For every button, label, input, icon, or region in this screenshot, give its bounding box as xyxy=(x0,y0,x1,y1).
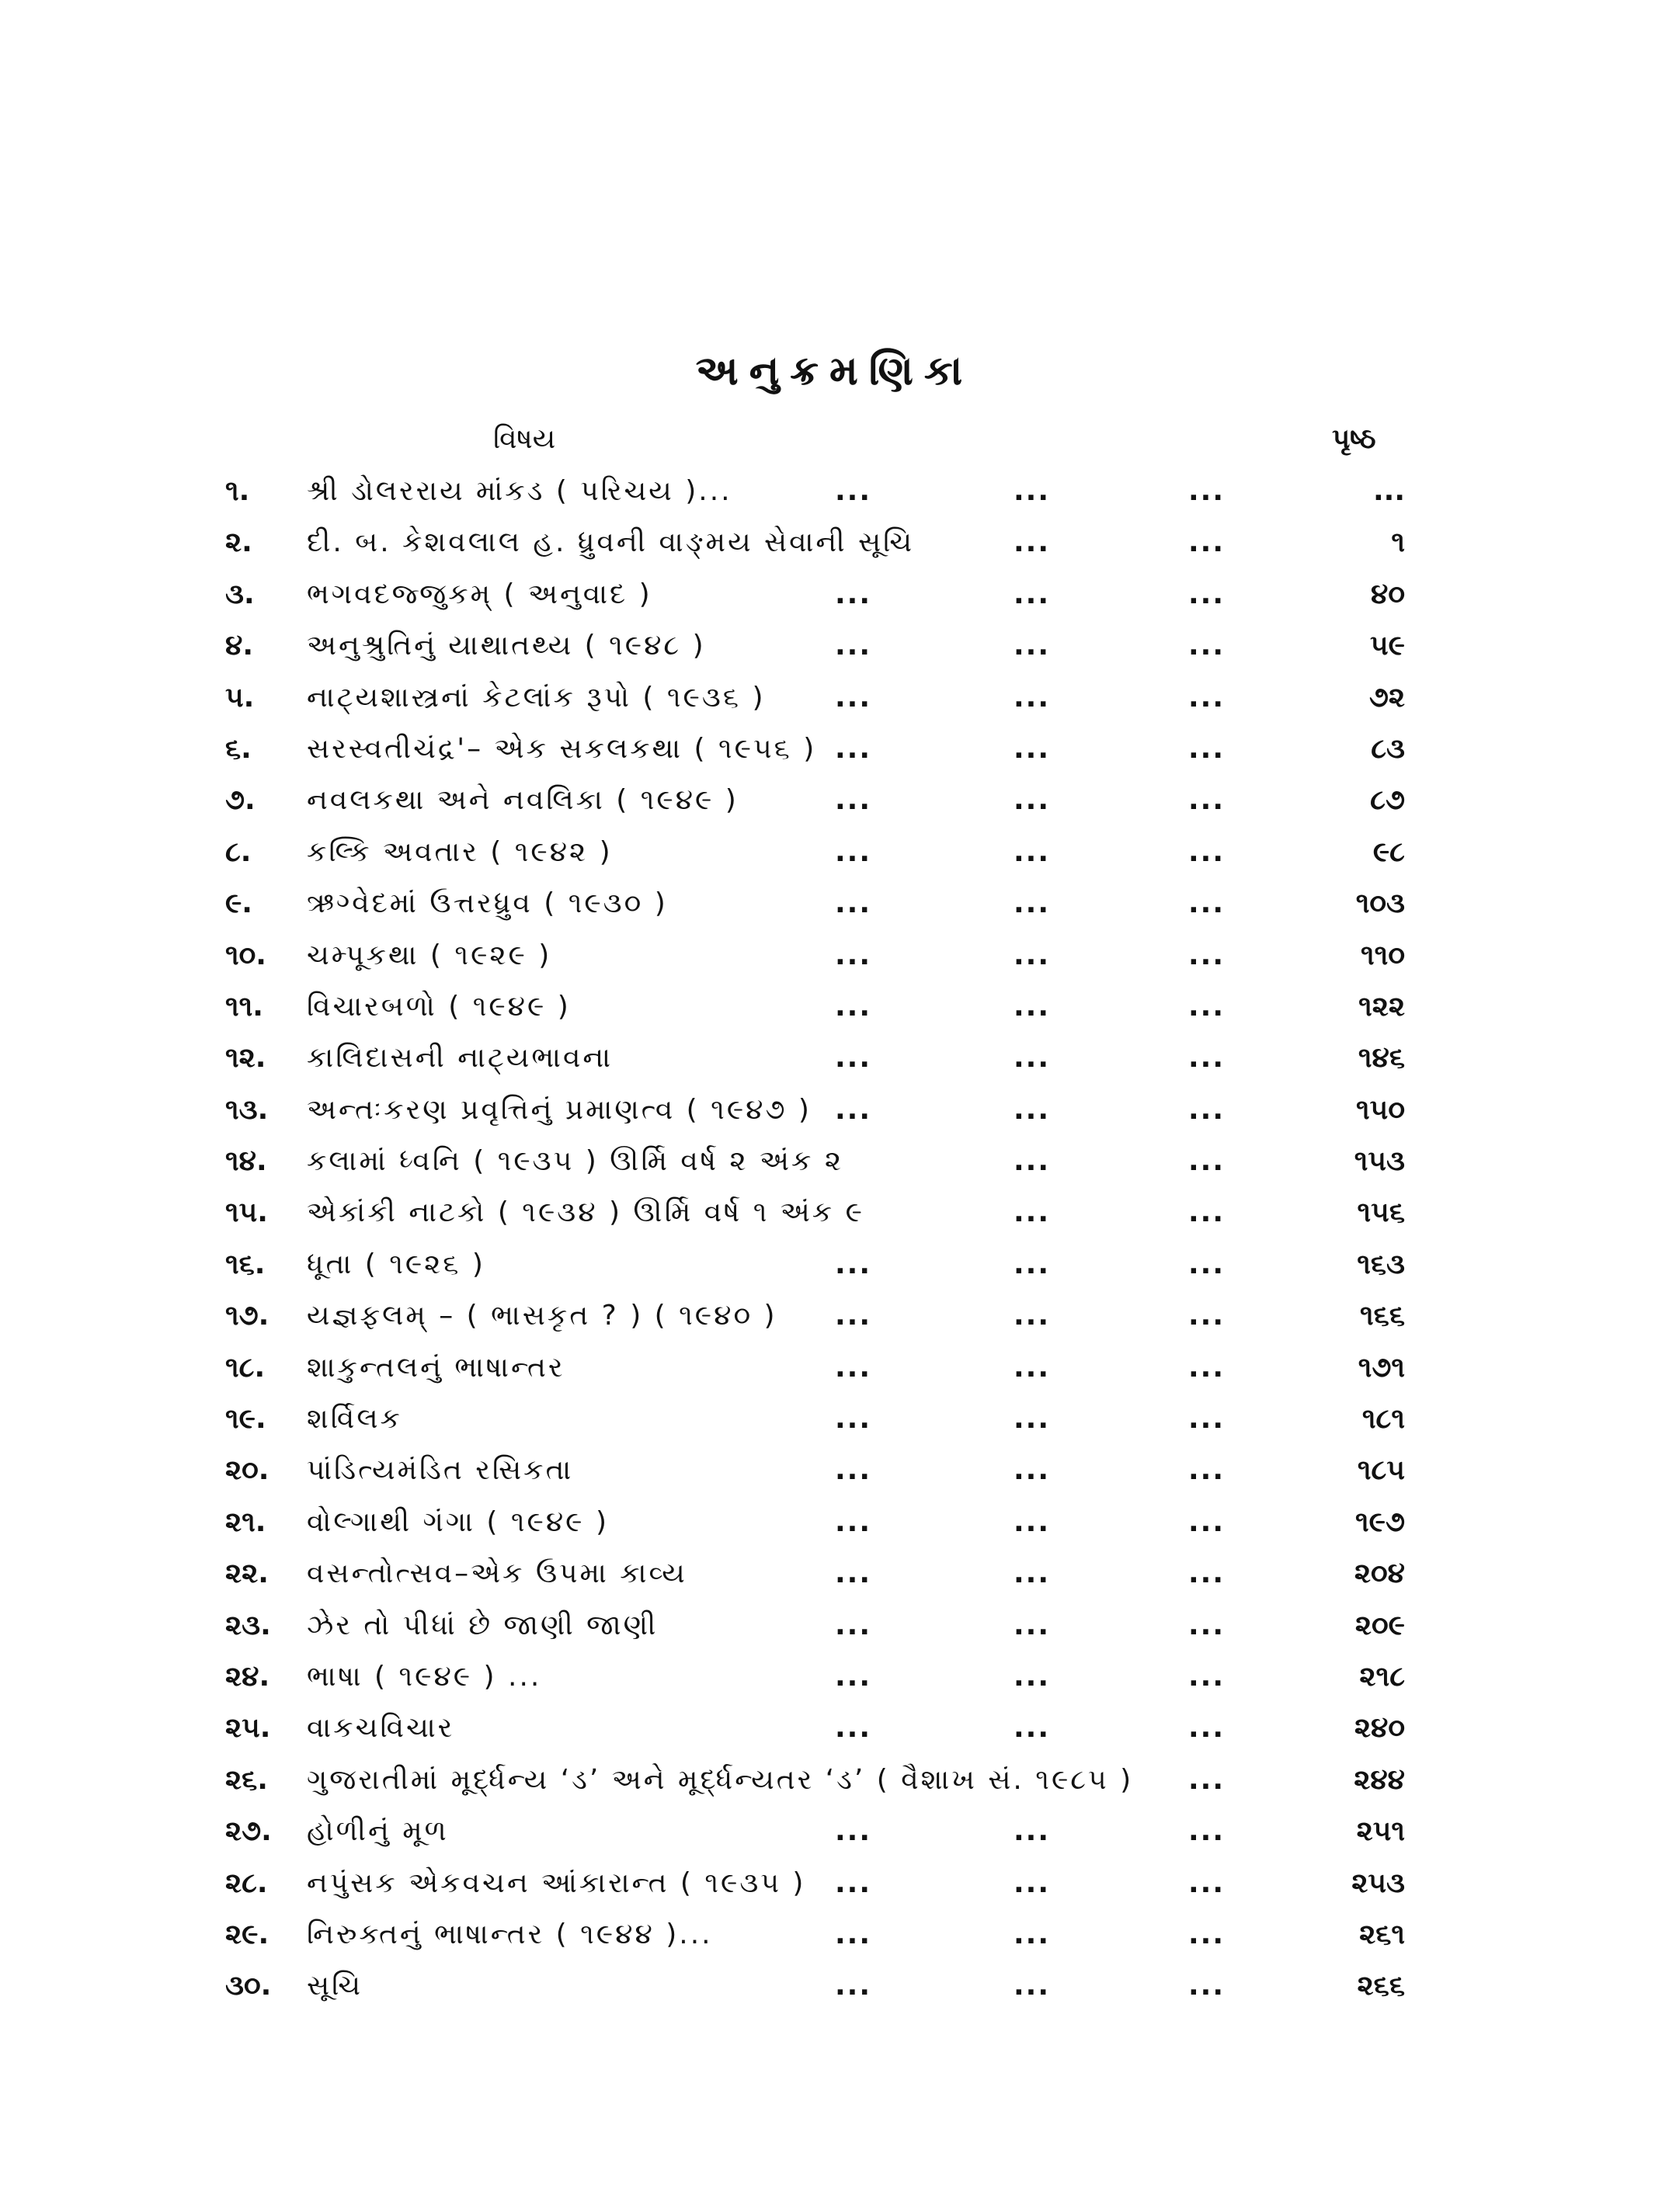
leader-dots: ... xyxy=(835,1093,872,1126)
leader-dots: ... xyxy=(1188,1042,1226,1075)
entry-number: ૨૧. xyxy=(225,1505,266,1538)
leader-dots: ... xyxy=(1188,1505,1226,1538)
entry-title: નાટ્યશાસ્ત્રનાં કેટલાંક રૂપો ( ૧૯૩૬ ) xyxy=(307,681,766,714)
leader-dots: ... xyxy=(1188,475,1226,507)
toc-entry xyxy=(0,1858,1669,1909)
entry-number: ૨૨. xyxy=(225,1557,269,1590)
leader-dots: ... xyxy=(835,990,872,1023)
entry-page-number: ૧૦૩ xyxy=(1355,887,1405,920)
leader-dots: ... xyxy=(1188,1300,1226,1332)
leader-dots: ... xyxy=(1014,784,1051,817)
leader-dots: ... xyxy=(1014,887,1051,920)
leader-dots: ... xyxy=(1014,578,1051,610)
leader-dots: ... xyxy=(1014,1300,1051,1332)
entry-page-number: ૫૯ xyxy=(1370,630,1405,662)
leader-dots: ... xyxy=(1014,526,1051,559)
leader-dots: ... xyxy=(835,1403,872,1436)
leader-dots: ... xyxy=(1188,1557,1226,1590)
toc-entry xyxy=(0,1960,1669,2012)
entry-number: ૬. xyxy=(225,732,252,765)
leader-dots: ... xyxy=(835,835,872,868)
leader-dots: ... xyxy=(1014,475,1051,507)
leader-dots: ... xyxy=(835,887,872,920)
toc-entry xyxy=(0,620,1669,672)
entry-number: ૧૭. xyxy=(225,1300,269,1332)
entry-page-number: ૧૮૫ xyxy=(1357,1454,1405,1487)
toc-entry xyxy=(0,1085,1669,1136)
toc-entry xyxy=(0,827,1669,878)
leader-dots: ... xyxy=(835,578,872,610)
toc-entry xyxy=(0,1909,1669,1960)
entry-page-number: ૨૪૦ xyxy=(1354,1712,1405,1745)
leader-dots: ... xyxy=(835,1866,872,1899)
entry-number: ૨૪. xyxy=(225,1660,270,1693)
leader-dots: ... xyxy=(1014,1660,1051,1693)
leader-dots: ... xyxy=(1014,1093,1051,1126)
toc-entry xyxy=(0,466,1669,517)
toc-entry xyxy=(0,1445,1669,1496)
leader-dots: ... xyxy=(835,1609,872,1641)
leader-dots: ... xyxy=(1188,887,1226,920)
toc-entry xyxy=(0,517,1669,568)
entry-page-number: ૨૫૧ xyxy=(1356,1815,1405,1848)
entry-page-number: ૨૦૯ xyxy=(1354,1609,1405,1641)
leader-dots: ... xyxy=(1014,1970,1051,2002)
leader-dots: ... xyxy=(1188,526,1226,559)
entry-number: ૧૩. xyxy=(225,1093,269,1126)
leader-dots: ... xyxy=(1014,1866,1051,1899)
leader-dots: ... xyxy=(1014,1505,1051,1538)
entry-number: ૧. xyxy=(225,475,250,507)
entry-title: સરસ્વતીચંદ્ર'– એક સકલકથા ( ૧૯૫૬ ) xyxy=(307,732,817,765)
entry-page-number: ૯૮ xyxy=(1372,835,1405,868)
toc-entry xyxy=(0,1187,1669,1238)
toc-entry xyxy=(0,1290,1669,1342)
entry-number: ૧૨. xyxy=(225,1042,266,1075)
toc-entry xyxy=(0,1806,1669,1857)
toc-entry xyxy=(0,1342,1669,1394)
leader-dots: ... xyxy=(835,1351,872,1384)
toc-entry xyxy=(0,1703,1669,1754)
leader-dots: ... xyxy=(1188,1351,1226,1384)
leader-dots: ... xyxy=(1014,1042,1051,1075)
entry-title: એકાંકી નાટકો ( ૧૯૩૪ ) ઊર્મિ વર્ષ ૧ અંક ૯ xyxy=(307,1196,864,1229)
entry-title: વોલ્ગાથી ગંગા ( ૧૯૪૯ ) xyxy=(307,1505,609,1538)
entry-number: ૨. xyxy=(225,526,252,559)
leader-dots: ... xyxy=(835,732,872,765)
leader-dots: ... xyxy=(1014,1403,1051,1436)
leader-dots: ... xyxy=(1014,1454,1051,1487)
entry-page-number: ૧૫૬ xyxy=(1357,1196,1405,1229)
entry-title: વાકચવિચાર xyxy=(307,1712,455,1745)
leader-dots: ... xyxy=(1014,1815,1051,1848)
leader-dots: ... xyxy=(835,939,872,971)
toc-entry xyxy=(0,981,1669,1033)
leader-dots: ... xyxy=(1188,1145,1226,1178)
entry-page-number: ૧૪૬ xyxy=(1358,1042,1405,1075)
entry-page-number: ૧૨૨ xyxy=(1358,990,1405,1023)
entry-number: ૧૯. xyxy=(225,1403,266,1436)
entry-title: યજ્ઞફલમ્ – ( ભાસકૃત ? ) ( ૧૯૪૦ ) xyxy=(307,1300,777,1332)
entry-page-number: ૧૬૬ xyxy=(1360,1300,1405,1332)
entry-title: અન્તઃકરણ પ્રવૃત્તિનું પ્રમાણત્વ ( ૧૯૪૭ ) xyxy=(307,1093,812,1126)
leader-dots: ... xyxy=(1188,835,1226,868)
leader-dots: ... xyxy=(1014,1196,1051,1229)
leader-dots: ... xyxy=(835,1042,872,1075)
entry-title: શાકુન્તલનું ભાષાન્તર xyxy=(307,1351,565,1384)
leader-dots: ... xyxy=(1188,1454,1226,1487)
leader-dots: ... xyxy=(1014,1609,1051,1641)
entry-number: ૪. xyxy=(225,630,253,662)
toc-entry xyxy=(0,672,1669,724)
toc-entry xyxy=(0,1755,1669,1806)
entry-page-number: ... xyxy=(1372,475,1405,507)
leader-dots: ... xyxy=(1188,990,1226,1023)
leader-dots: ... xyxy=(1014,1145,1051,1178)
leader-dots: ... xyxy=(1014,1248,1051,1280)
entry-number: ૭. xyxy=(225,784,256,817)
leader-dots: ... xyxy=(835,1557,872,1590)
entry-page-number: ૪૦ xyxy=(1371,578,1405,610)
entry-title: શર્વિલક xyxy=(307,1403,402,1436)
leader-dots: ... xyxy=(1188,1403,1226,1436)
entry-number: ૧૬. xyxy=(225,1248,266,1280)
leader-dots: ... xyxy=(1188,1970,1226,2002)
leader-dots: ... xyxy=(1188,1918,1226,1950)
entry-title: ઝેર તો પીધાં છે જાણી જાણી xyxy=(307,1609,659,1641)
leader-dots: ... xyxy=(1014,835,1051,868)
leader-dots: ... xyxy=(1188,681,1226,714)
entry-number: ૩. xyxy=(225,578,255,610)
entry-page-number: ૭૨ xyxy=(1368,681,1405,714)
entry-title: વિચારબળો ( ૧૯૪૯ ) xyxy=(307,990,571,1023)
entry-title: પાંડિત્યમંડિત રસિકતા xyxy=(307,1454,574,1487)
leader-dots: ... xyxy=(1014,732,1051,765)
entry-title: નિરુક્તનું ભાષાન્તર ( ૧૯૪૪ )... xyxy=(307,1918,713,1950)
leader-dots: ... xyxy=(835,1300,872,1332)
entry-title: નપુંસક એકવચન આંકારાન્ત ( ૧૯૩૫ ) xyxy=(307,1866,806,1899)
entry-title: દી. બ. કેશવલાલ હ. ધ્રુવની વાઙ્મય સેવાની સૂચિ xyxy=(307,526,915,559)
entry-page-number: ૧૯૭ xyxy=(1355,1505,1405,1538)
entry-page-number: ૧૮૧ xyxy=(1361,1403,1405,1436)
entry-page-number: ૮૭ xyxy=(1370,784,1405,817)
leader-dots: ... xyxy=(835,1660,872,1693)
leader-dots: ... xyxy=(1188,1093,1226,1126)
toc-entry xyxy=(0,1394,1669,1445)
leader-dots: ... xyxy=(835,784,872,817)
entry-number: ૧૪. xyxy=(225,1145,267,1178)
entry-page-number: ૨૫૩ xyxy=(1351,1866,1405,1899)
entry-title: સૂચિ xyxy=(307,1970,363,2002)
leader-dots: ... xyxy=(1188,1196,1226,1229)
entry-title: હોળીનું મૂળ xyxy=(307,1815,449,1848)
entry-page-number: ૧ xyxy=(1391,526,1405,559)
toc-entry xyxy=(0,724,1669,775)
toc-entry xyxy=(0,775,1669,826)
entry-number: ૨૬. xyxy=(225,1763,268,1796)
leader-dots: ... xyxy=(1188,1248,1226,1280)
entry-page-number: ૮૩ xyxy=(1371,732,1405,765)
entry-page-number: ૨૪૪ xyxy=(1354,1763,1405,1796)
entry-title: કલ્કિ અવતાર ( ૧૯૪૨ ) xyxy=(307,835,613,868)
entry-number: ૨૮. xyxy=(225,1866,268,1899)
leader-dots: ... xyxy=(835,475,872,507)
toc-entry xyxy=(0,1136,1669,1187)
leader-dots: ... xyxy=(1014,1712,1051,1745)
entry-title: ઋગ્વેદમાં ઉત્તરધ્રુવ ( ૧૯૩૦ ) xyxy=(307,887,668,920)
entry-title: વસન્તોત્સવ–એક ઉપમા કાવ્ય xyxy=(307,1557,687,1590)
entry-page-number: ૨૬૬ xyxy=(1357,1970,1405,2002)
entry-number: ૨૭. xyxy=(225,1815,272,1848)
leader-dots: ... xyxy=(1188,1815,1226,1848)
entry-title: કલામાં ધ્વનિ ( ૧૯૩૫ ) ઊર્મિ વર્ષ ૨ અંક ૨ xyxy=(307,1145,843,1178)
leader-dots: ... xyxy=(1014,990,1051,1023)
leader-dots: ... xyxy=(1188,1660,1226,1693)
page-column-header: પૃષ્ઠ xyxy=(1332,423,1376,455)
leader-dots: ... xyxy=(835,1248,872,1280)
entry-page-number: ૨૧૮ xyxy=(1359,1660,1405,1693)
subject-column-header: વિષય xyxy=(493,423,556,455)
table-of-contents xyxy=(0,466,1669,2012)
toc-entry xyxy=(0,1600,1669,1651)
entry-title: શ્રી ડોલરરાય માંકડ ( પરિચય )... xyxy=(307,475,732,507)
entry-number: ૨૩. xyxy=(225,1609,271,1641)
toc-entry xyxy=(0,878,1669,929)
entry-title: ચમ્પૂકથા ( ૧૯૨૯ ) xyxy=(307,939,552,971)
entry-title: કાલિદાસની નાટ્યભાવના xyxy=(307,1042,614,1075)
entry-number: ૮. xyxy=(225,835,252,868)
entry-number: ૯. xyxy=(225,887,252,920)
leader-dots: ... xyxy=(1188,630,1226,662)
entry-number: ૨૯. xyxy=(225,1918,269,1950)
leader-dots: ... xyxy=(1188,578,1226,610)
entry-number: ૨૦. xyxy=(225,1454,269,1487)
entry-title: ભાષા ( ૧૯૪૯ ) ... xyxy=(307,1660,542,1693)
entry-number: ૧૦. xyxy=(225,939,266,971)
entry-page-number: ૨૬૧ xyxy=(1359,1918,1405,1950)
entry-title: ધૂતા ( ૧૯૨૬ ) xyxy=(307,1248,485,1280)
leader-dots: ... xyxy=(835,1815,872,1848)
leader-dots: ... xyxy=(1188,939,1226,971)
toc-entry xyxy=(0,1033,1669,1084)
leader-dots: ... xyxy=(835,1454,872,1487)
toc-entry xyxy=(0,569,1669,620)
toc-entry xyxy=(0,1651,1669,1703)
leader-dots: ... xyxy=(835,1712,872,1745)
entry-number: ૧૮. xyxy=(225,1351,266,1384)
leader-dots: ... xyxy=(1188,1763,1226,1796)
entry-number: ૫. xyxy=(225,681,255,714)
entry-number: ૧૫. xyxy=(225,1196,268,1229)
leader-dots: ... xyxy=(835,1505,872,1538)
entry-number: ૩૦. xyxy=(225,1970,272,2002)
leader-dots: ... xyxy=(1188,732,1226,765)
entry-page-number: ૧૬૩ xyxy=(1357,1248,1405,1280)
entry-title: અનુશ્રુતિનું યાથાતથ્ય ( ૧૯૪૮ ) xyxy=(307,630,706,662)
leader-dots: ... xyxy=(835,681,872,714)
leader-dots: ... xyxy=(1014,939,1051,971)
leader-dots: ... xyxy=(1188,784,1226,817)
leader-dots: ... xyxy=(835,1970,872,2002)
entry-title: ભગવદજ્જુકમ્ ( અનુવાદ ) xyxy=(307,578,652,610)
entry-title: નવલકથા અને નવલિકા ( ૧૯૪૯ ) xyxy=(307,784,739,817)
leader-dots: ... xyxy=(1014,1557,1051,1590)
entry-number: ૧૧. xyxy=(225,990,263,1023)
toc-entry xyxy=(0,1548,1669,1599)
leader-dots: ... xyxy=(1014,681,1051,714)
leader-dots: ... xyxy=(1188,1712,1226,1745)
entry-page-number: ૧૫૩ xyxy=(1354,1145,1405,1178)
toc-entry xyxy=(0,1239,1669,1290)
page-title: અનુક્રમણિકા xyxy=(695,348,974,394)
entry-page-number: ૧૫૦ xyxy=(1356,1093,1405,1126)
leader-dots: ... xyxy=(835,630,872,662)
leader-dots: ... xyxy=(1014,1918,1051,1950)
entry-page-number: ૧૧૦ xyxy=(1361,939,1405,971)
leader-dots: ... xyxy=(1188,1866,1226,1899)
toc-entry xyxy=(0,1497,1669,1548)
toc-entry xyxy=(0,930,1669,981)
leader-dots: ... xyxy=(1188,1609,1226,1641)
entry-title: ગુજરાતીમાં મૂર્દ્ધન્ય ‘ડ’ અને મૂર્દ્ધન્યતર ‘ડ’ ( વૈશાખ સં. ૧૯૮૫ ) xyxy=(307,1763,1134,1796)
leader-dots: ... xyxy=(1014,1351,1051,1384)
entry-page-number: ૧૭૧ xyxy=(1358,1351,1405,1384)
leader-dots: ... xyxy=(1014,630,1051,662)
entry-number: ૨૫. xyxy=(225,1712,271,1745)
entry-page-number: ૨૦૪ xyxy=(1354,1557,1405,1590)
leader-dots: ... xyxy=(835,1918,872,1950)
